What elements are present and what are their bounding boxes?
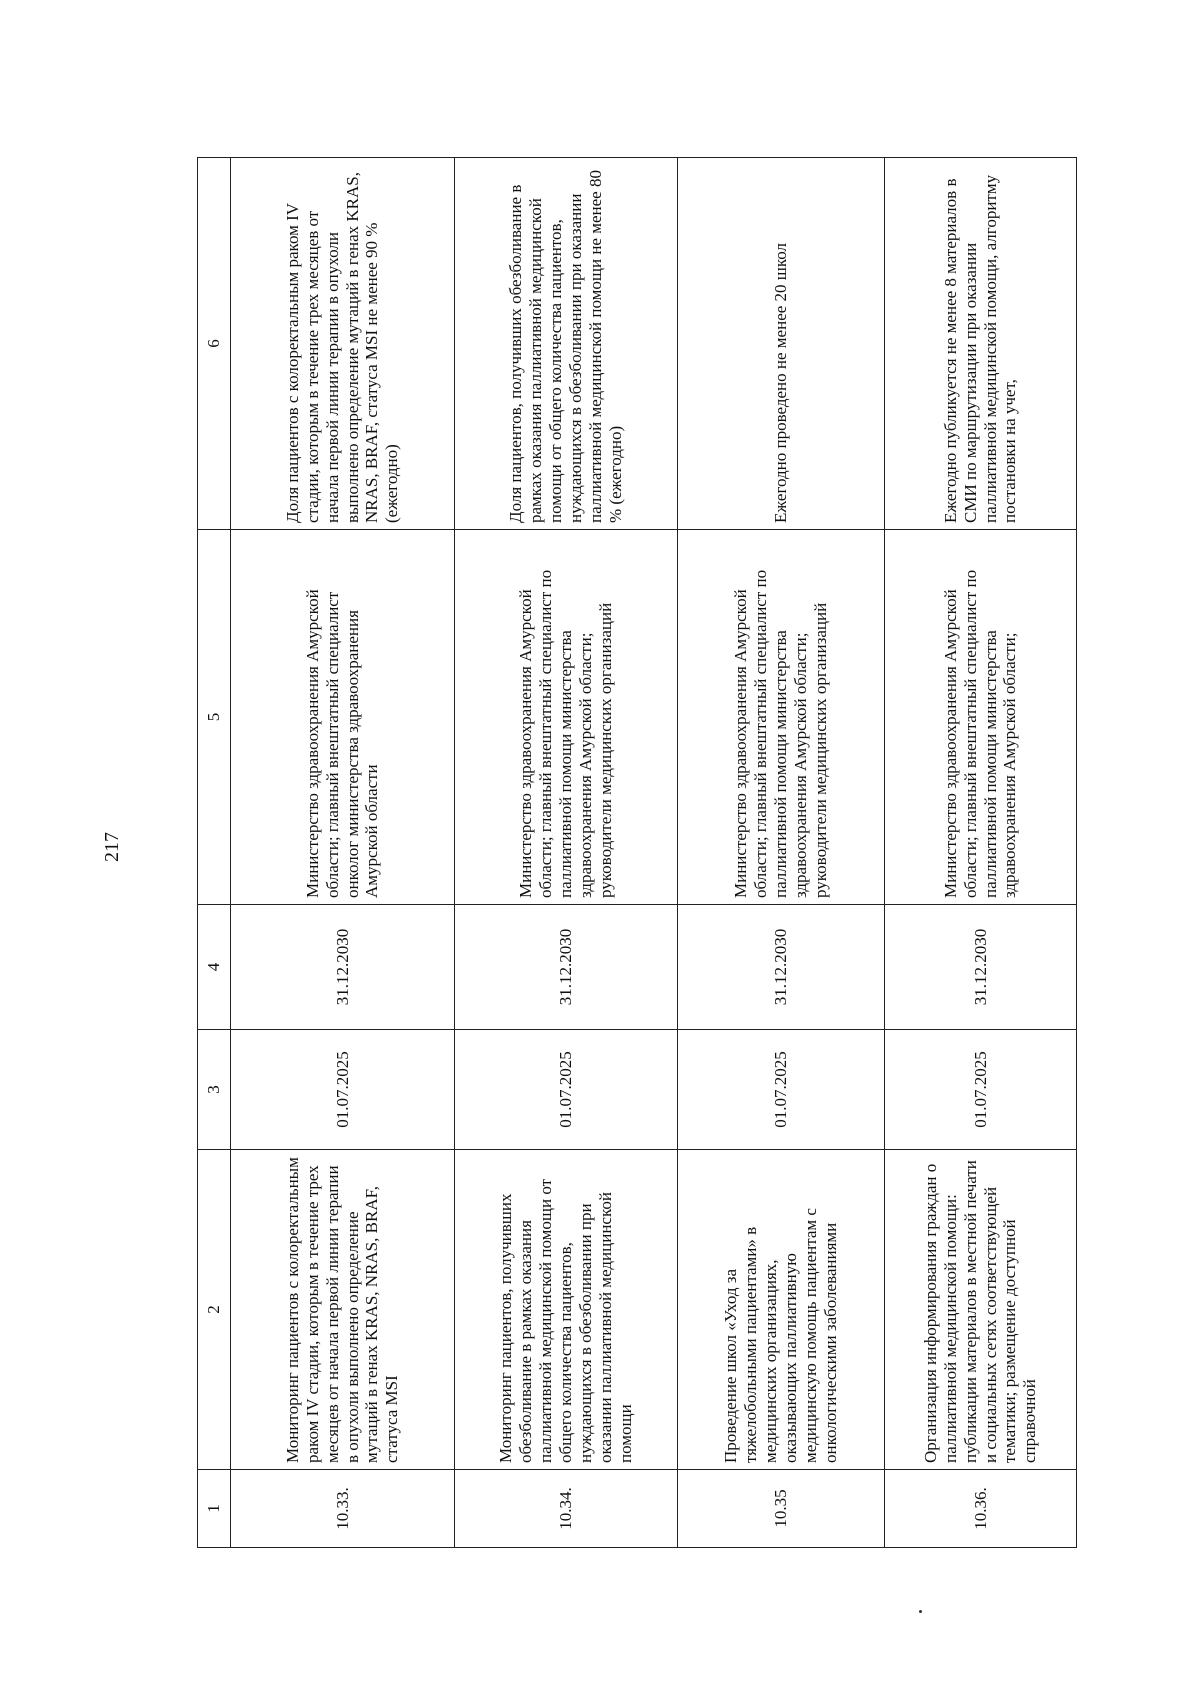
table-row	[678, 158, 885, 1548]
responsible-cell: Министерство здравоохранения Амурской области; главный внештатный специалист онколог министерства здравоохранения Амурской области	[231, 530, 455, 905]
scan-dot	[919, 1610, 922, 1613]
responsible-cell: Министерство здравоохранения Амурской области; главный внештатный специалист по паллиативной помощи министерства здравоохранения Амурской области;	[885, 530, 1077, 905]
event-cell: Проведение школ «Уход за тяжелобольными пациентами» в медицинских организациях, оказывающих паллиативную медицинскую помощь пациентам с онкологическими заболеваниями	[678, 1150, 885, 1470]
row-number: 10.36.	[885, 1470, 1077, 1548]
end-date-cell: 31.12.2030	[455, 905, 678, 1030]
row-number: 10.33.	[231, 1470, 455, 1548]
result-cell: Доля пациентов, получивших обезболивание в рамках оказания паллиативной медицинской помощи от общего количества пациентов, нуждающихся в обезболивании при оказании паллиативной медицинской помощи не менее 80 % (ежегодно)	[455, 158, 678, 530]
header-cell: 1	[198, 1470, 231, 1548]
header-row	[198, 158, 231, 1548]
result-cell: Ежегодно проведено не менее 20 школ	[678, 158, 885, 530]
plan-table	[197, 157, 1077, 1548]
start-date-cell: 01.07.2025	[455, 1030, 678, 1150]
end-date-cell: 31.12.2030	[231, 905, 455, 1030]
end-date-cell: 31.12.2030	[885, 905, 1077, 1030]
header-cell: 6	[198, 158, 231, 530]
start-date-cell: 01.07.2025	[231, 1030, 455, 1150]
row-number: 10.35	[678, 1470, 885, 1548]
event-cell: Мониторинг пациентов, получивших обезболивание в рамках оказания паллиативной медицинской помощи от общего количества пациентов, нуждающихся в обезболивании при оказании паллиативной медицинской помощи	[455, 1150, 678, 1470]
header-cell: 2	[198, 1150, 231, 1470]
responsible-cell: Министерство здравоохранения Амурской области; главный внештатный специалист по паллиативной помощи министерства здравоохранения Амурской области; руководители медицинских организаций	[455, 530, 678, 905]
result-cell: Ежегодно публикуется не менее 8 материалов в СМИ по маршрутизации при оказании паллиативной медицинской помощи, алгоритму постановки на учет,	[885, 158, 1077, 530]
rotated-table-container	[197, 158, 1067, 1548]
table-row	[885, 158, 1077, 1548]
page-number: 217	[101, 832, 123, 862]
header-cell: 4	[198, 905, 231, 1030]
header-cell: 5	[198, 530, 231, 905]
event-cell: Организация информирования граждан о паллиативной медицинской помощи: публикации материалов в местной печати и социальных сетях соответствующей тематики; размещение доступной справочной	[885, 1150, 1077, 1470]
header-cell: 3	[198, 1030, 231, 1150]
event-cell: Мониторинг пациентов с колоректальным раком IV стадии, которым в течение трех месяцев от начала первой линии терапии в опухоли выполнено определение мутаций в генах KRAS, NRAS, BRAF, статуса MSI	[231, 1150, 455, 1470]
responsible-cell: Министерство здравоохранения Амурской области; главный внештатный специалист по паллиативной помощи министерства здравоохранения Амурской области; руководители медицинских организаций	[678, 530, 885, 905]
result-cell: Доля пациентов с колоректальным раком IV стадии, которым в течение трех месяцев от начала первой линии терапии в опухоли выполнено определение мутаций в генах KRAS, NRAS, BRAF, статуса MSI не менее 90 % (ежегодно)	[231, 158, 455, 530]
end-date-cell: 31.12.2030	[678, 905, 885, 1030]
table-row	[455, 158, 678, 1548]
start-date-cell: 01.07.2025	[885, 1030, 1077, 1150]
start-date-cell: 01.07.2025	[678, 1030, 885, 1150]
row-number: 10.34.	[455, 1470, 678, 1548]
table-row	[231, 158, 455, 1548]
